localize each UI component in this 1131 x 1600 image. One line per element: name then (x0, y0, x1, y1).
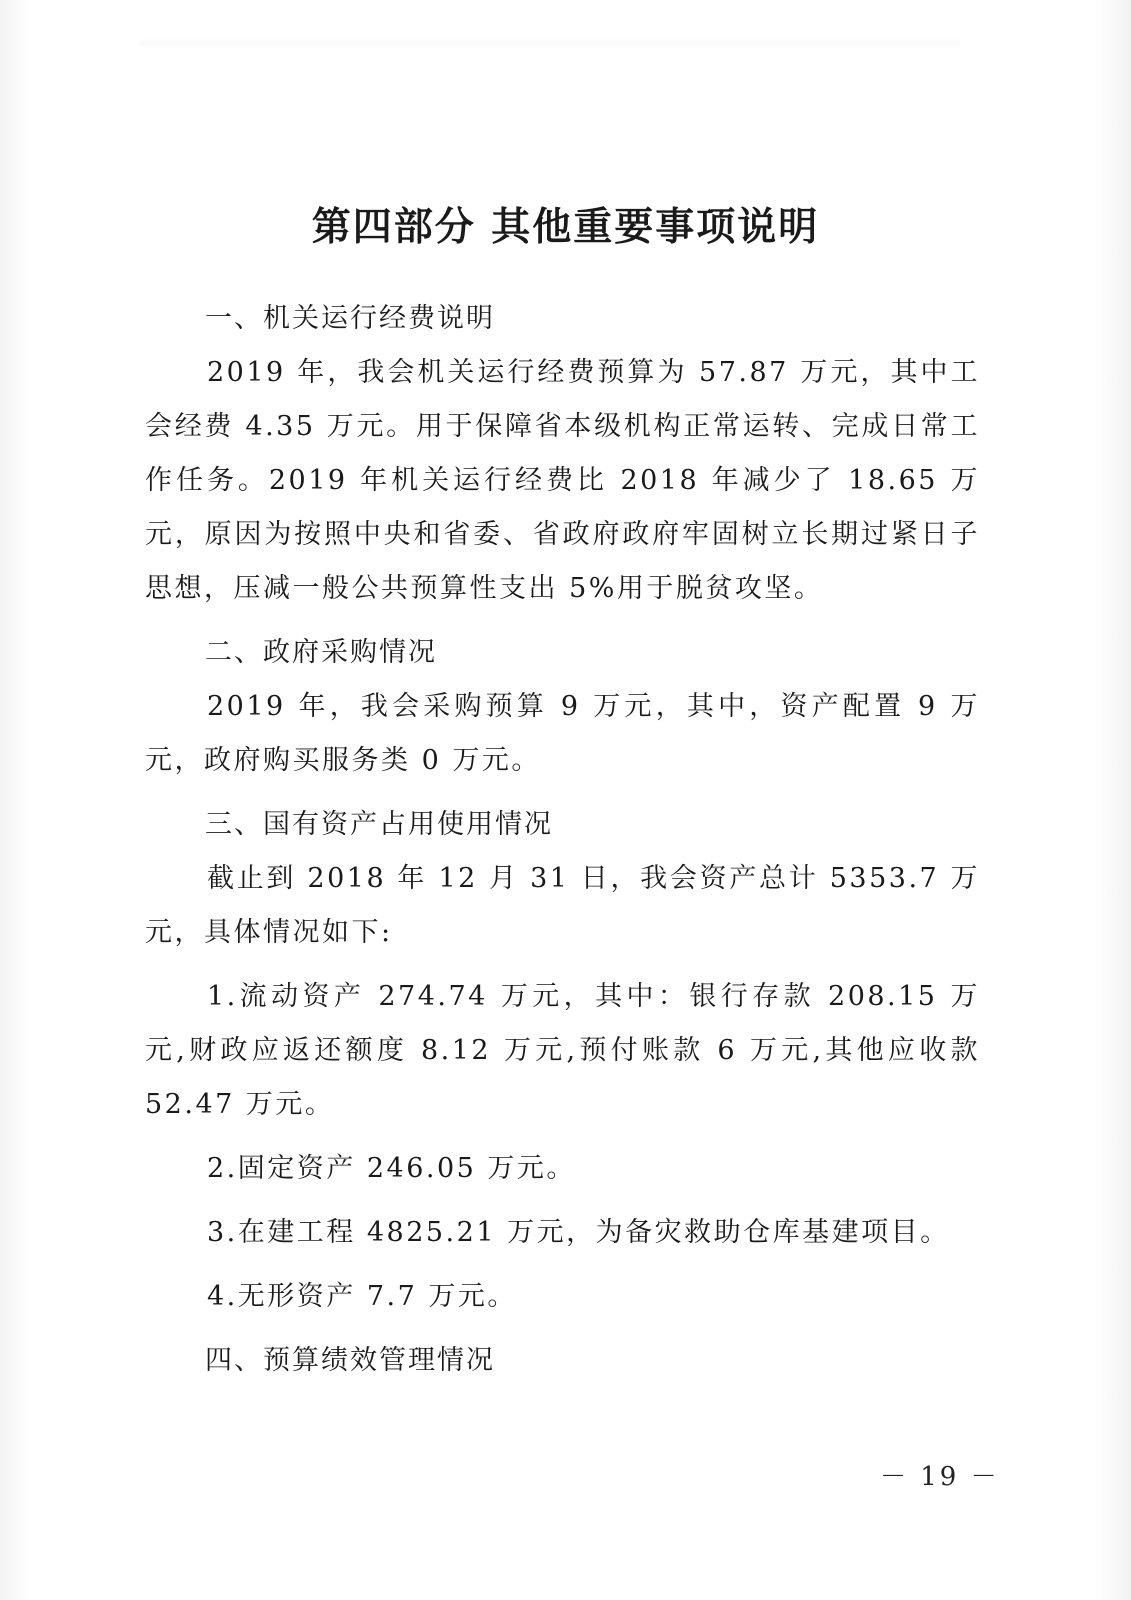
procurement-paragraph: 2019 年，我会采购预算 9 万元，其中，资产配置 9 万元，政府购买服务类 0 万元。 (145, 691, 980, 776)
page-number: － 19 － (880, 1462, 1000, 1492)
scan-artifact (140, 38, 960, 48)
section-heading-performance-management: 四、预算绩效管理情况 (205, 1345, 495, 1376)
document-body (145, 292, 980, 1388)
asset-item-construction-in-progress: 3.在建工程 4825.21 万元，为备灾救助仓库基建项目。 (207, 1217, 950, 1248)
section-heading-state-assets: 三、国有资产占用使用情况 (205, 809, 553, 840)
page-title: 第四部分 其他重要事项说明 (311, 205, 820, 250)
section-heading-operating-expenses: 一、机关运行经费说明 (205, 303, 495, 334)
operating-expenses-paragraph: 2019 年，我会机关运行经费预算为 57.87 万元，其中工会经费 4.35 万元。用于保障省本级机构正常运转、完成日常工作任务。2019 年机关运行经费比 2018 年减少了 18.65 万元，原因为按照中央和省委、省政府政府牢固树立长期过紧日子思想，压减一般公共预算性支出 5%用于脱贫攻坚。 (145, 357, 980, 604)
asset-item-intangible-assets: 4.无形资产 7.7 万元。 (207, 1281, 517, 1312)
state-assets-paragraph: 截止到 2018 年 12 月 31 日，我会资产总计 5353.7 万元，具体情况如下: (145, 863, 980, 948)
section-heading-procurement: 二、政府采购情况 (205, 637, 437, 668)
asset-item-fixed-assets: 2.固定资产 246.05 万元。 (207, 1153, 576, 1184)
asset-item-current-assets: 1.流动资产 274.74 万元，其中：银行存款 208.15 万元,财政应返还额度 8.12 万元,预付账款 6 万元,其他应收款 52.47 万元。 (145, 981, 980, 1120)
